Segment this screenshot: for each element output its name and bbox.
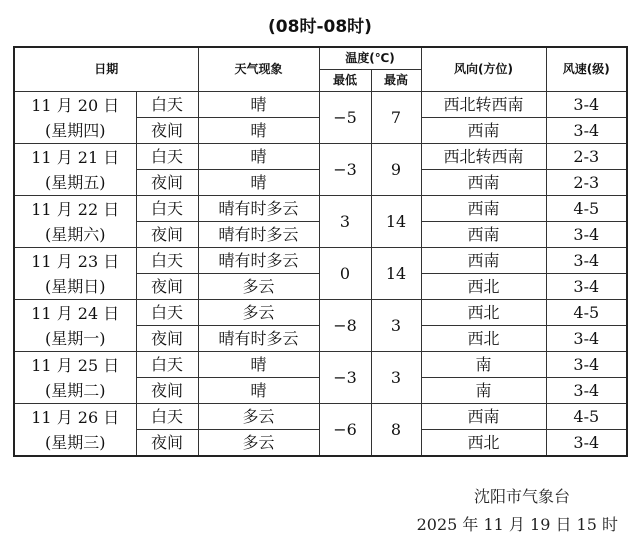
wind-direction-cell: 西北转西南 bbox=[421, 144, 546, 170]
weekday-text: (星期三) bbox=[45, 432, 106, 452]
period-label: 夜间 bbox=[136, 326, 198, 352]
issuing-office: 沈阳市气象台 bbox=[473, 487, 570, 506]
date-text: 11 月 26 日 bbox=[31, 407, 120, 427]
wind-speed-cell: 3-4 bbox=[546, 352, 627, 378]
wind-speed-cell: 3-4 bbox=[546, 274, 627, 300]
weather-cell: 晴 bbox=[198, 118, 319, 144]
date-cell bbox=[14, 300, 136, 352]
temp-min-cell: 3 bbox=[319, 196, 371, 248]
period-label: 夜间 bbox=[136, 430, 198, 457]
temp-min-cell: 0 bbox=[319, 248, 371, 300]
table-row bbox=[14, 248, 627, 274]
wind-speed-cell: 4-5 bbox=[546, 196, 627, 222]
table-row bbox=[14, 300, 627, 326]
period-label: 夜间 bbox=[136, 274, 198, 300]
weather-cell: 晴 bbox=[198, 170, 319, 196]
period-label: 夜间 bbox=[136, 118, 198, 144]
weekday-text: (星期一) bbox=[45, 328, 106, 348]
weather-cell: 晴 bbox=[198, 352, 319, 378]
wind-direction-cell: 西北 bbox=[421, 300, 546, 326]
date-text: 11 月 23 日 bbox=[31, 251, 120, 271]
table-row bbox=[14, 196, 627, 222]
weather-cell: 晴有时多云 bbox=[198, 326, 319, 352]
period-label: 白天 bbox=[136, 352, 198, 378]
temp-max-cell: 8 bbox=[371, 404, 421, 457]
period-label: 夜间 bbox=[136, 170, 198, 196]
header-temp-min: 最低 bbox=[319, 70, 371, 92]
period-label: 夜间 bbox=[136, 222, 198, 248]
weather-cell: 多云 bbox=[198, 300, 319, 326]
wind-speed-cell: 2-3 bbox=[546, 170, 627, 196]
issue-time: 2025 年 11 月 19 日 15 时 bbox=[416, 515, 618, 534]
period-label: 白天 bbox=[136, 404, 198, 430]
table-row bbox=[14, 352, 627, 378]
weather-cell: 多云 bbox=[198, 274, 319, 300]
header-temp: 温度(℃) bbox=[319, 47, 421, 70]
wind-speed-cell: 3-4 bbox=[546, 118, 627, 144]
wind-speed-cell: 3-4 bbox=[546, 92, 627, 118]
header-temp-max: 最高 bbox=[371, 70, 421, 92]
wind-direction-cell: 南 bbox=[421, 378, 546, 404]
date-cell bbox=[14, 404, 136, 457]
weather-cell: 晴 bbox=[198, 144, 319, 170]
date-text: 11 月 20 日 bbox=[31, 95, 120, 115]
forecast-table bbox=[13, 46, 628, 457]
period-label: 白天 bbox=[136, 92, 198, 118]
date-cell bbox=[14, 196, 136, 248]
period-label: 夜间 bbox=[136, 378, 198, 404]
weather-cell: 晴有时多云 bbox=[198, 222, 319, 248]
header-date: 日期 bbox=[14, 47, 198, 92]
wind-speed-cell: 4-5 bbox=[546, 404, 627, 430]
header-weather: 天气现象 bbox=[198, 47, 319, 92]
temp-max-cell: 14 bbox=[371, 248, 421, 300]
wind-direction-cell: 西北 bbox=[421, 326, 546, 352]
date-cell bbox=[14, 144, 136, 196]
wind-direction-cell: 西南 bbox=[421, 196, 546, 222]
date-text: 11 月 21 日 bbox=[31, 147, 120, 167]
wind-speed-cell: 3-4 bbox=[546, 430, 627, 457]
temp-max-cell: 9 bbox=[371, 144, 421, 196]
header-row bbox=[14, 47, 627, 70]
table-row bbox=[14, 144, 627, 170]
temp-max-cell: 3 bbox=[371, 352, 421, 404]
date-cell bbox=[14, 248, 136, 300]
date-text: 11 月 24 日 bbox=[31, 303, 120, 323]
weather-cell: 晴有时多云 bbox=[198, 248, 319, 274]
wind-speed-cell: 3-4 bbox=[546, 378, 627, 404]
page-title: (08时-08时) bbox=[268, 17, 372, 37]
temp-min-cell: −8 bbox=[319, 300, 371, 352]
wind-direction-cell: 西南 bbox=[421, 404, 546, 430]
wind-direction-cell: 西南 bbox=[421, 248, 546, 274]
wind-direction-cell: 西南 bbox=[421, 222, 546, 248]
weather-cell: 晴有时多云 bbox=[198, 196, 319, 222]
temp-max-cell: 7 bbox=[371, 92, 421, 144]
date-cell bbox=[14, 92, 136, 144]
date-text: 11 月 22 日 bbox=[31, 199, 120, 219]
temp-min-cell: −5 bbox=[319, 92, 371, 144]
header-wind-direction: 风向(方位) bbox=[421, 47, 546, 92]
weekday-text: (星期六) bbox=[45, 224, 106, 244]
weather-cell: 多云 bbox=[198, 430, 319, 457]
wind-speed-cell: 2-3 bbox=[546, 144, 627, 170]
weather-cell: 多云 bbox=[198, 404, 319, 430]
wind-speed-cell: 3-4 bbox=[546, 248, 627, 274]
table-row bbox=[14, 92, 627, 118]
wind-direction-cell: 南 bbox=[421, 352, 546, 378]
weekday-text: (星期四) bbox=[45, 120, 106, 140]
weather-cell: 晴 bbox=[198, 92, 319, 118]
forecast-body bbox=[14, 92, 627, 457]
period-label: 白天 bbox=[136, 196, 198, 222]
table-row bbox=[14, 404, 627, 430]
wind-direction-cell: 西北 bbox=[421, 274, 546, 300]
temp-min-cell: −3 bbox=[319, 144, 371, 196]
wind-direction-cell: 西北转西南 bbox=[421, 92, 546, 118]
temp-min-cell: −3 bbox=[319, 352, 371, 404]
wind-direction-cell: 西南 bbox=[421, 118, 546, 144]
date-cell bbox=[14, 352, 136, 404]
date-text: 11 月 25 日 bbox=[31, 355, 120, 375]
wind-direction-cell: 西北 bbox=[421, 430, 546, 457]
period-label: 白天 bbox=[136, 248, 198, 274]
header-wind-speed: 风速(级) bbox=[546, 47, 627, 92]
weekday-text: (星期日) bbox=[45, 276, 106, 296]
weather-cell: 晴 bbox=[198, 378, 319, 404]
period-label: 白天 bbox=[136, 300, 198, 326]
wind-speed-cell: 3-4 bbox=[546, 222, 627, 248]
wind-speed-cell: 4-5 bbox=[546, 300, 627, 326]
period-label: 白天 bbox=[136, 144, 198, 170]
weekday-text: (星期五) bbox=[45, 172, 106, 192]
weekday-text: (星期二) bbox=[45, 380, 106, 400]
wind-direction-cell: 西南 bbox=[421, 170, 546, 196]
temp-max-cell: 14 bbox=[371, 196, 421, 248]
temp-max-cell: 3 bbox=[371, 300, 421, 352]
wind-speed-cell: 3-4 bbox=[546, 326, 627, 352]
temp-min-cell: −6 bbox=[319, 404, 371, 457]
